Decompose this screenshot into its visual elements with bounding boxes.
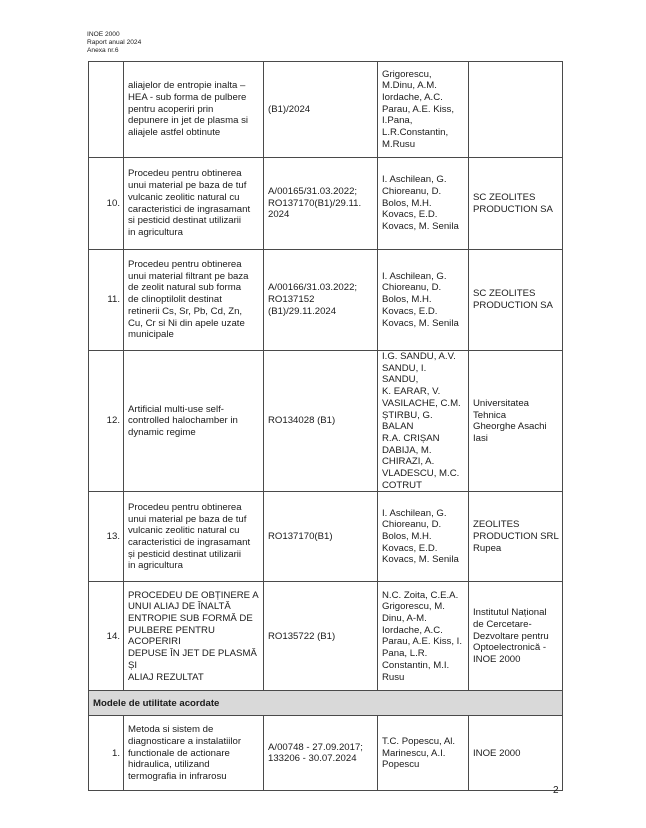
- row-number: 11.: [89, 250, 124, 351]
- page-number: 2: [553, 785, 559, 796]
- patent-authors: I. Aschilean, G. Chioreanu, D. Bolos, M.H. Kovacs, E.D. Kovacs, M. Senila: [378, 250, 469, 351]
- patent-holder: ZEOLITES PRODUCTION SRL Rupea: [469, 492, 563, 582]
- row-number: [89, 62, 124, 158]
- utility-model-title: Metoda si sistem de diagnosticare a instalatiilor functionale de actionare hidraulica, utilizand termografia in infrarosu: [124, 716, 264, 791]
- patent-title: Procedeu pentru obtinerea unui material pe baza de tuf vulcanic zeolitic natural cu caracteristici de ingrasamant si pesticid destinat utilizarii in agricultura: [124, 158, 264, 250]
- table-row: [89, 62, 563, 158]
- patent-reference: RO134028 (B1): [264, 351, 378, 492]
- patent-reference: RO135722 (B1): [264, 582, 378, 691]
- row-number: 12.: [89, 351, 124, 492]
- header-institution: INOE 2000: [87, 31, 120, 38]
- patent-holder: Universitatea Tehnica Gheorghe Asachi Iasi: [469, 351, 563, 492]
- patent-authors: Grigorescu, M.Dinu, A.M. Iordache, A.C. Parau, A.E. Kiss, I.Pana, L.R.Constantin, M.Rusu: [378, 62, 469, 158]
- table-row: [89, 158, 563, 250]
- patent-holder: [469, 62, 563, 158]
- patent-holder: SC ZEOLITES PRODUCTION SA: [469, 250, 563, 351]
- patent-title: Artificial multi-use self- controlled halochamber in dynamic regime: [124, 351, 264, 492]
- page-header: [87, 31, 141, 56]
- patent-holder: SC ZEOLITES PRODUCTION SA: [469, 158, 563, 250]
- patent-holder: Institutul Național de Cercetare- Dezvoltare pentru Optoelectronică - INOE 2000: [469, 582, 563, 691]
- header-report-title: Raport anual 2024: [87, 39, 142, 47]
- patent-reference: RO137170(B1): [264, 492, 378, 582]
- patents-table: [88, 61, 563, 791]
- patent-title: aliajelor de entropie inalta – HEA - sub forma de pulbere pentru acoperiri prin depunere in jet de plasma si aliajele astfel obtinute: [124, 62, 264, 158]
- section-title: Modele de utilitate acordate: [89, 691, 563, 716]
- patent-authors: I. Aschilean, G. Chioreanu, D. Bolos, M.H. Kovacs, E.D. Kovacs, M. Senila: [378, 492, 469, 582]
- patent-reference: (B1)/2024: [264, 62, 378, 158]
- patent-title: PROCEDEU DE OBȚINERE A UNUI ALIAJ DE ÎNALTĂ ENTROPIE SUB FORMĂ DE PULBERE PENTRU ACOPERIRI DEPUSE ÎN JET DE PLASMĂ ȘI ALIAJ REZULTAT: [124, 582, 264, 691]
- utility-model-reference: A/00748 - 27.09.2017; 133206 - 30.07.2024: [264, 716, 378, 791]
- row-number: 10.: [89, 158, 124, 250]
- section-row: [89, 691, 563, 716]
- table-row: [89, 351, 563, 492]
- table-row: [89, 716, 563, 791]
- table-row: [89, 582, 563, 691]
- patent-authors: I.G. SANDU, A.V. SANDU, I. SANDU, K. EARAR, V. VASILACHE, C.M. ȘTIRBU, G. BALAN R.A. CRIȘAN DABIJA, M. CHIRAZI, A. VLADESCU, M.C. COTRUT: [378, 351, 469, 492]
- table-row: [89, 250, 563, 351]
- patent-reference: A/00166/31.03.2022; RO137152 (B1)/29.11.2024: [264, 250, 378, 351]
- row-number: 14.: [89, 582, 124, 691]
- patent-title: Procedeu pentru obtinerea unui material pe baza de tuf vulcanic zeolitic natural cu caracteristici de ingrasamant și pesticid destinat utilizarii in agricultura: [124, 492, 264, 582]
- utility-model-holder: INOE 2000: [469, 716, 563, 791]
- patent-authors: N.C. Zoita, C.E.A. Grigorescu, M. Dinu, A-M. Iordache, A.C. Parau, A.E. Kiss, I. Pana, L.R. Constantin, M.I. Rusu: [378, 582, 469, 691]
- patent-title: Procedeu pentru obtinerea unui material filtrant pe baza de zeolit natural sub forma de clinoptilolit destinat retinerii Cs, Sr, Pb, Cd, Zn, Cu, Cr si Ni din apele uzate municipale: [124, 250, 264, 351]
- row-number: 13.: [89, 492, 124, 582]
- header-annex: Anexa nr.6: [87, 47, 119, 55]
- patent-authors: I. Aschilean, G. Chioreanu, D. Bolos, M.H. Kovacs, E.D. Kovacs, M. Senila: [378, 158, 469, 250]
- table-row: [89, 492, 563, 582]
- patent-reference: A/00165/31.03.2022; RO137170(B1)/29.11. 2024: [264, 158, 378, 250]
- row-number: 1.: [89, 716, 124, 791]
- utility-model-authors: T.C. Popescu, Al. Marinescu, A.I. Popescu: [378, 716, 469, 791]
